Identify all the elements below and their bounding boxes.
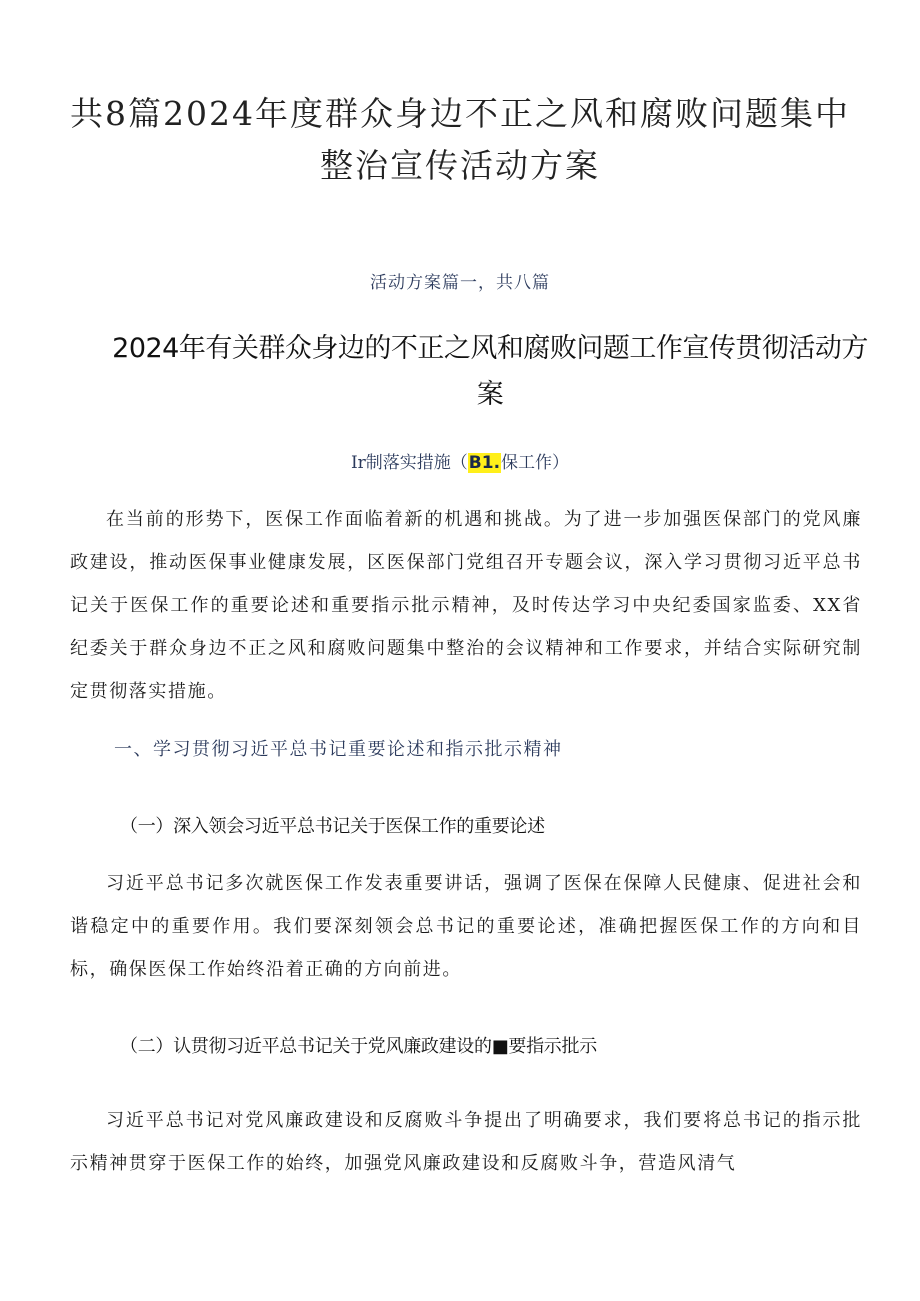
- heading-level-2-first: （一）深入领会习近平总书记关于医保工作的重要论述: [120, 816, 545, 837]
- heading-level-1: 一、学习贯彻习近平总书记重要论述和指示批示精神: [114, 739, 563, 760]
- paragraph-intro: 在当前的形势下，医保工作面临着新的机遇和挑战。为了进一步加强医保部门的党风廉政建设，推动医保事业健康发展，区医保部门党组召开专题会议，深入学习贯彻习近平总书记关于医保工作的重要论述和重要指示批示精神，及时传达学习中央纪委国家监委、XX省纪委关于群众身边不正之风和腐败问题集中整治的会议精神和工作要求，并结合实际研究制定贯彻落实措施。: [70, 509, 862, 702]
- document-title: 共8篇2024年度群众身边不正之风和腐败问题集中整治宣传活动方案: [70, 94, 850, 185]
- reference-line-before: Ir制落实措施（: [350, 453, 468, 473]
- paragraph-second: 习近平总书记多次就医保工作发表重要讲话，强调了医保在保障人民健康、促进社会和谐稳定中的重要作用。我们要深刻领会总书记的重要论述，准确把握医保工作的方向和目标，确保医保工作始终沿着正确的方向前进。: [70, 873, 862, 980]
- document-subtitle: 活动方案篇一，共八篇: [370, 273, 550, 293]
- reference-line: [0, 448, 920, 473]
- reference-line-after: 保工作）: [501, 453, 570, 473]
- paragraph-third: 习近平总书记对党风廉政建设和反腐败斗争提出了明确要求，我们要将总书记的指示批示精神贯穿于医保工作的始终，加强党风廉政建设和反腐败斗争，营造风清气: [70, 1110, 862, 1174]
- heading-level-2-second: （二）认贯彻习近平总书记关于党风廉政建设的■要指示批示: [120, 1036, 597, 1057]
- highlighted-text: B1.: [468, 453, 501, 473]
- section-title: 2024年有关群众身边的不正之风和腐败问题工作宣传贯彻活动方案: [112, 333, 868, 410]
